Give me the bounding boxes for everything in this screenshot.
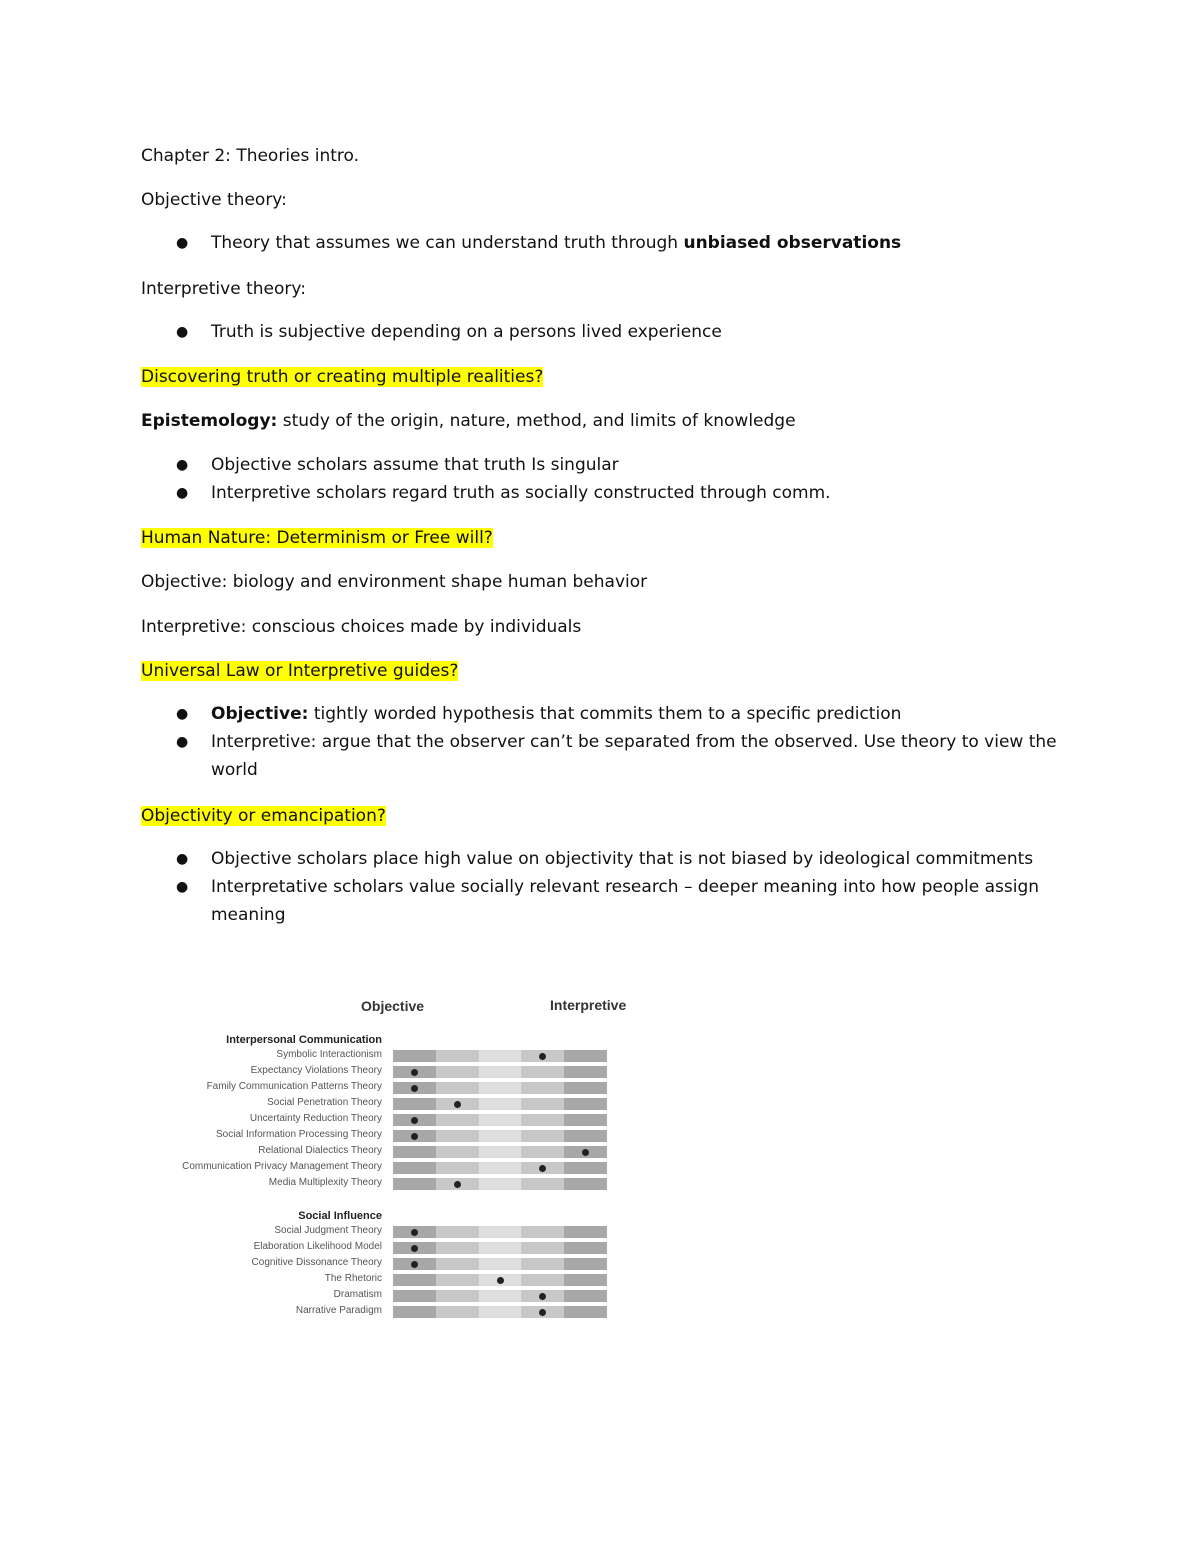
scale-bar [393,1114,607,1126]
position-dot [411,1133,418,1140]
scale-bar [393,1098,607,1110]
bullet-icon: ● [176,235,189,251]
scale-segment [393,1146,436,1158]
scale-segment [393,1274,436,1286]
scale-segment [479,1146,522,1158]
scale-segment [521,1242,564,1254]
scale-segment [521,1226,564,1238]
objective-theory-heading: Objective theory: [141,190,287,210]
scale-segment [479,1162,522,1174]
position-dot [411,1229,418,1236]
objective-theory-bullet [211,229,1071,257]
scale-segment [479,1082,522,1094]
body-text: biology and environment shape human behavior [227,572,648,592]
scale-segment [436,1274,479,1286]
scale-segment [393,1162,436,1174]
scale-segment [479,1226,522,1238]
scale-segment [564,1258,607,1270]
position-dot [411,1245,418,1252]
position-dot [582,1149,589,1156]
bold-text: unbiased observations [683,233,902,253]
scale-segment [564,1050,607,1062]
position-dot [411,1117,418,1124]
theory-scale-chart [150,990,650,1330]
scale-segment [521,1098,564,1110]
position-dot [539,1309,546,1316]
scale-segment [393,1290,436,1302]
scale-segment [564,1274,607,1286]
scale-segment [479,1050,522,1062]
bullet-icon: ● [176,851,189,867]
scale-segment [479,1242,522,1254]
theory-label: Elaboration Likelihood Model [253,1241,382,1252]
position-dot [539,1053,546,1060]
theory-label: Dramatism [333,1289,382,1300]
position-dot [454,1101,461,1108]
highlighted-text: Universal Law or Interpretive guides? [141,661,459,681]
theory-label: Cognitive Dissonance Theory [251,1257,382,1268]
highlighted-text: Human Nature: Determinism or Free will? [141,528,493,548]
scale-segment [436,1082,479,1094]
bold-term: Epistemology: [141,411,278,431]
scale-segment [436,1066,479,1078]
bullet-icon: ● [176,485,189,501]
objective-axis-label: Objective [361,998,425,1014]
scale-segment [521,1274,564,1286]
position-dot [454,1181,461,1188]
scale-segment [436,1146,479,1158]
human-nature-interpretive [141,616,581,638]
scale-bar [393,1146,607,1158]
scale-bar [393,1082,607,1094]
scale-bar [393,1306,607,1318]
objectivity-bullet-1: Objective scholars place high value on objectivity that is not biased by ideological commitments [211,849,1034,869]
scale-segment [564,1082,607,1094]
scale-segment [564,1066,607,1078]
interpretive-theory-bullet: Truth is subjective depending on a persons lived experience [211,322,722,342]
theory-label: Relational Dialectics Theory [258,1145,382,1156]
scale-segment [479,1098,522,1110]
scale-segment [436,1290,479,1302]
body-text: conscious choices made by individuals [246,617,582,637]
highlighted-text: Discovering truth or creating multiple realities? [141,367,544,387]
bold-term: Objective: [211,704,309,724]
scale-segment [564,1098,607,1110]
highlighted-text: Objectivity or emancipation? [141,806,386,826]
bullet-icon: ● [176,879,189,895]
epistemology-bullet-1: Objective scholars assume that truth Is singular [211,455,619,475]
scale-segment [436,1258,479,1270]
group-title: Interpersonal Communication [226,1034,382,1046]
chapter-title: Chapter 2: Theories intro. [141,146,360,166]
bullet-text: Theory that assumes we can understand truth through [211,233,684,253]
objectivity-bullet-2: Interpretative scholars value socially relevant research – deeper meaning into how people assign meaning [211,877,1040,925]
scale-segment [393,1306,436,1318]
position-dot [539,1293,546,1300]
scale-segment [479,1290,522,1302]
scale-bar [393,1066,607,1078]
epistemology-definition [141,410,796,432]
scale-segment [564,1290,607,1302]
scale-segment [436,1130,479,1142]
position-dot [539,1165,546,1172]
position-dot [411,1069,418,1076]
definition-text: study of the origin, nature, method, and limits of knowledge [277,411,796,431]
scale-bar [393,1178,607,1190]
theory-label: Media Multiplexity Theory [268,1177,382,1188]
scale-segment [436,1226,479,1238]
scale-segment [521,1082,564,1094]
theory-label: Expectancy Violations Theory [250,1065,382,1076]
bullet-icon: ● [176,734,189,750]
theory-label: Social Information Processing Theory [215,1129,382,1140]
scale-segment [564,1242,607,1254]
scale-bar [393,1274,607,1286]
interpretive-axis-label: Interpretive [550,997,627,1013]
scale-segment [521,1178,564,1190]
scale-segment [479,1258,522,1270]
body-text: argue that the observer can’t be separated from the observed. Use theory to view the world [211,732,1057,780]
bullet-icon: ● [176,324,189,340]
scale-segment [436,1306,479,1318]
theory-label: Uncertainty Reduction Theory [249,1113,382,1124]
scale-segment [436,1050,479,1062]
scale-segment [479,1178,522,1190]
bullet-icon: ● [176,457,189,473]
scale-segment [564,1130,607,1142]
universal-law-interpretive-bullet [211,728,1071,784]
scale-segment [393,1178,436,1190]
question-heading-1 [141,366,543,388]
position-dot [411,1261,418,1268]
scale-segment [564,1114,607,1126]
theory-label: Narrative Paradigm [295,1305,382,1316]
theory-label: The Rhetoric [324,1273,382,1284]
question-heading-2 [141,527,493,549]
theory-label: Communication Privacy Management Theory [182,1161,382,1172]
group-title: Social Influence [298,1210,382,1222]
scale-segment [479,1130,522,1142]
body-text: tightly worded hypothesis that commits them to a specific prediction [308,704,902,724]
scale-segment [436,1242,479,1254]
scale-segment [564,1306,607,1318]
label-text: Interpretive: [211,732,317,752]
epistemology-bullet-2: Interpretive scholars regard truth as socially constructed through comm. [211,483,831,503]
theory-label: Family Communication Patterns Theory [206,1081,382,1092]
scale-segment [564,1162,607,1174]
scale-segment [479,1066,522,1078]
scale-segment [521,1258,564,1270]
scale-bar [393,1242,607,1254]
question-heading-4 [141,805,386,827]
scale-bar [393,1226,607,1238]
scale-bar [393,1130,607,1142]
scale-segment [479,1114,522,1126]
universal-law-objective-bullet [211,700,1071,728]
scale-segment [521,1066,564,1078]
scale-bar [393,1050,607,1062]
scale-bar [393,1258,607,1270]
position-dot [497,1277,504,1284]
scale-segment [564,1178,607,1190]
scale-bar [393,1162,607,1174]
scale-segment [393,1050,436,1062]
label-text: Objective: [141,572,228,592]
theory-label: Social Penetration Theory [267,1097,382,1108]
question-heading-3 [141,660,458,682]
theory-label: Social Judgment Theory [274,1225,382,1236]
scale-segment [436,1114,479,1126]
scale-segment [393,1098,436,1110]
theory-label: Symbolic Interactionism [276,1049,382,1060]
human-nature-objective [141,571,647,593]
scale-segment [479,1306,522,1318]
scale-segment [564,1226,607,1238]
position-dot [411,1085,418,1092]
scale-segment [521,1114,564,1126]
scale-segment [521,1146,564,1158]
label-text: Interpretive: [141,617,247,637]
bullet-icon: ● [176,706,189,722]
scale-segment [521,1130,564,1142]
interpretive-theory-heading: Interpretive theory: [141,279,306,299]
scale-segment [436,1162,479,1174]
scale-bar [393,1290,607,1302]
